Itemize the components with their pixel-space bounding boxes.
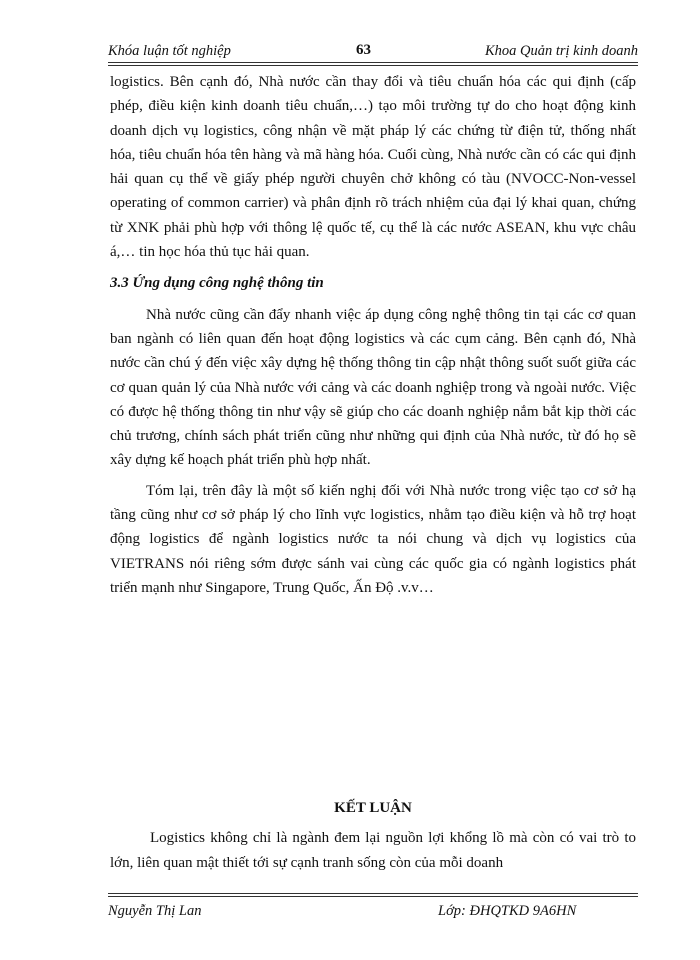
page-footer (108, 900, 638, 922)
footer-author: Nguyễn Thị Lan (108, 903, 202, 919)
footer-class: Lớp: ĐHQTKD 9A6HN (438, 903, 577, 919)
header-rule (108, 62, 638, 66)
conclusion-body (110, 826, 636, 876)
page-header (108, 40, 638, 62)
body-paragraph-3: Tóm lại, trên đây là một số kiến nghị đối với Nhà nước trong việc tạo cơ sở hạ tầng cũng như cơ sở pháp lý cho lĩnh vực logistics, nhằm tạo điều kiện và hỗ trợ hoạt động logistics để ngành logistics nước ta nói chung và dịch vụ logistics của VIETRANS nói riêng sớm được sánh vai cùng các quốc gia có ngành logistics phát triển mạnh như Singapore, Trung Quốc, Ấn Độ .v.v… (110, 482, 636, 596)
page-number: 63 (356, 42, 371, 58)
section-title: 3.3 Ứng dụng công nghệ thông tin (110, 275, 324, 292)
body-paragraph-2: Nhà nước cũng cần đẩy nhanh việc áp dụng công nghệ thông tin tại các cơ quan ban ngành có liên quan đến hoạt động logistics và các cụm cảng. Bên cạnh đó, Nhà nước cần chú ý đến việc xây dựng hệ thống thông tin cập nhật thông suốt suốt giữa các cơ quan quản lý của Nhà nước với cảng và các doanh nghiệp trong và ngoài nước. Việc có được hệ thống thông tin như vậy sẽ giúp cho các doanh nghiệp nắm bắt kịp thời các chủ trương, chính sách phát triển cũng như những qui định của Nhà nước, từ đó họ sẽ xây dựng kế hoạch phát triển phù hợp nhất. (110, 306, 636, 469)
page-body (110, 70, 636, 600)
header-thesis-label: Khóa luận tốt nghiệp (108, 43, 231, 59)
header-faculty-label: Khoa Quản trị kinh doanh (484, 43, 638, 59)
conclusion-paragraph: Logistics không chỉ là ngành đem lại nguồn lợi khổng lồ mà còn có vai trò to lớn, liên quan mật thiết tới sự cạnh tranh sống còn của mỗi doanh (110, 830, 636, 871)
body-paragraph-1: logistics. Bên cạnh đó, Nhà nước cần thay đổi và tiêu chuẩn hóa các qui định (cấp phép, điều kiện kinh doanh tiêu chuẩn,…) tạo môi trường tự do cho hoạt động kinh doanh dịch vụ logistics, công nhận về mặt pháp lý các chứng từ điện tử, thống nhất hóa, tiêu chuẩn hóa tên hàng và mã hàng hóa. Cuối cùng, Nhà nước cần có các qui định hải quan cụ thể về giấy phép người chuyên chở không có tàu (NVOCC-Non-vessel operating of common carrier) và phân định rõ trách nhiệm của đại lý khai quan, chứng từ XNK phải phù hợp với thông lệ quốc tế, cụ thể là các nước ASEAN, khu vực châu á,… tin học hóa thủ tục hải quan. (110, 74, 636, 261)
footer-rule (108, 893, 638, 897)
conclusion-title: KẾT LUẬN (334, 800, 412, 816)
